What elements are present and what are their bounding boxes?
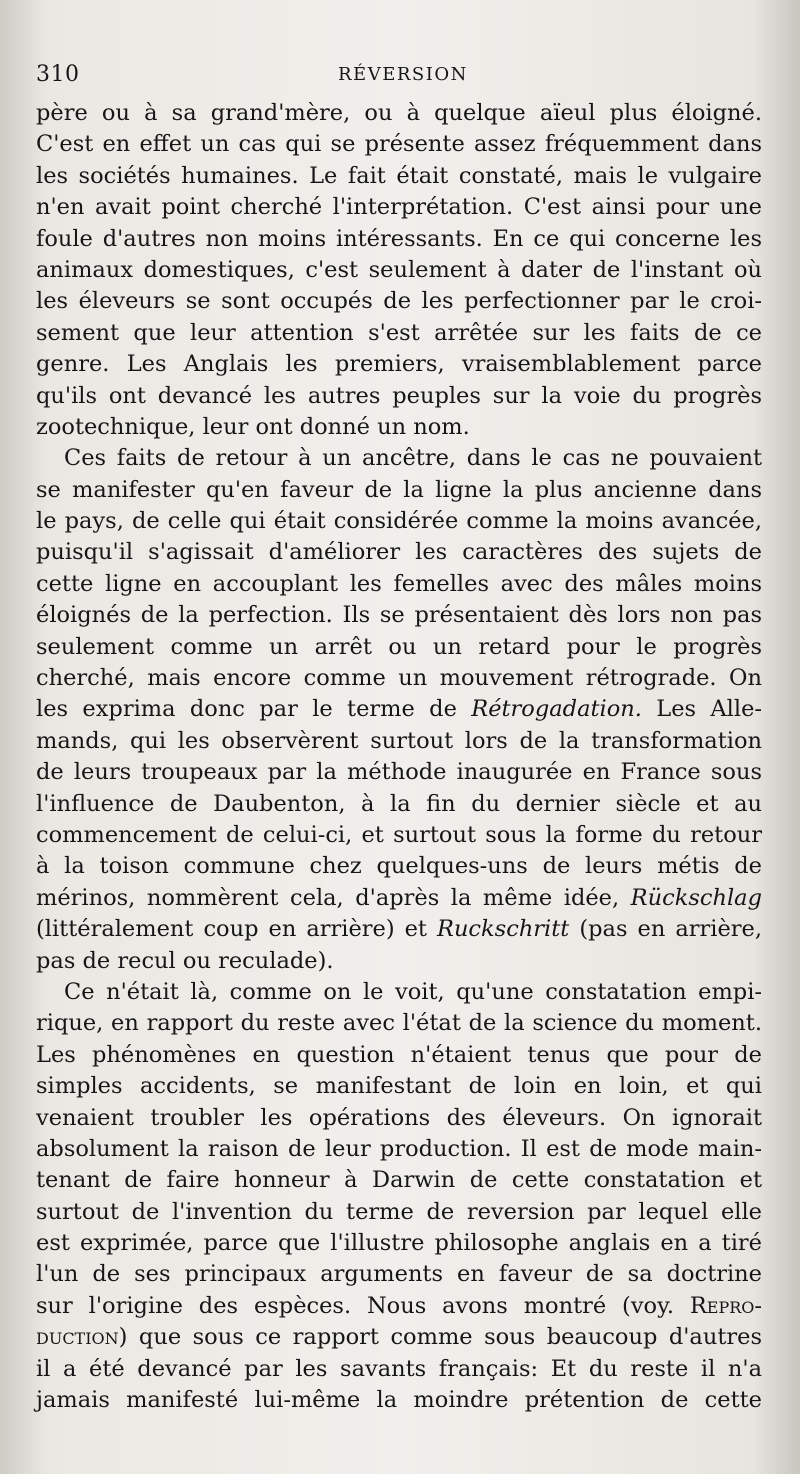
text-line: simples accidents, se manifestant de loin en loin, et qui [36, 1073, 762, 1100]
italic-term: Rétrogadation. [471, 696, 642, 723]
text-line: l'influence de Daubenton, à la fin du dernier siècle et au [36, 790, 762, 817]
text-line: cette ligne en accouplant les femelles avec des mâles moins [36, 570, 762, 597]
cross-reference: Repro- [689, 1292, 763, 1319]
text-line: seulement comme un arrêt ou un retard pour le progrès [36, 633, 762, 660]
text-line: venaient troubler les opérations des éleveurs. On ignorait [36, 1104, 762, 1131]
text-line-with-cross-reference [36, 1322, 762, 1353]
text-line: rique, en rapport du reste avec l'état de la science du moment. [36, 1010, 762, 1037]
paragraph-start-line: Ces faits de retour à un ancêtre, dans le cas ne pouvaient [64, 445, 762, 472]
body-text [36, 98, 762, 1416]
text-line: jamais manifesté lui-même la moindre prétention de cette [36, 1387, 762, 1414]
text-line: puisqu'il s'agissait d'améliorer les caractères des sujets de [36, 539, 762, 566]
text-line: genre. Les Anglais les premiers, vraisemblablement parce [36, 351, 762, 378]
text-line: cherché, mais encore comme un mouvement rétrograde. On [36, 665, 762, 692]
text-line: tenant de faire honneur à Darwin de cette constatation et [36, 1167, 762, 1194]
text-line: père ou à sa grand'mère, ou à quelque aïeul plus éloigné. [36, 100, 762, 126]
cross-reference: duction [36, 1324, 119, 1351]
running-title: RÉVERSION [338, 64, 468, 85]
text-line: surtout de l'invention du terme de reversion par lequel elle [36, 1198, 762, 1225]
line-segment: les exprima donc par le terme de [36, 696, 457, 723]
text-line: qu'ils ont devancé les autres peuples sur la voie du progrès [36, 382, 762, 409]
page-number: 310 [36, 62, 80, 87]
text-line: n'en avait point cherché l'interprétation. C'est ainsi pour une [36, 194, 762, 221]
italic-term: Rückschlag [630, 884, 762, 911]
text-line: foule d'autres non moins intéressants. En ce qui concerne les [36, 225, 762, 252]
line-segment: sur l'origine des espèces. Nous avons montré (voy. [36, 1292, 674, 1319]
running-head [36, 62, 756, 92]
line-segment: ) que sous ce rapport comme sous beaucoup d'autres [118, 1324, 762, 1351]
line-segment: Les Alle- [656, 696, 762, 723]
text-line: l'un de ses principaux arguments en faveur de sa doctrine [36, 1261, 762, 1288]
text-line: à la toison commune chez quelques-uns de leurs métis de [36, 853, 762, 880]
line-segment: mérinos, nommèrent cela, d'après la même idée, [36, 884, 620, 911]
paragraph-end-line: pas de recul ou reculade). [36, 947, 334, 974]
text-line: éloignés de la perfection. Ils se présentaient dès lors non pas [36, 602, 762, 629]
text-line-with-cross-reference [36, 1291, 762, 1322]
text-line: C'est en effet un cas qui se présente assez fréquemment dans [36, 131, 762, 158]
text-line: animaux domestiques, c'est seulement à dater de l'instant où [36, 256, 762, 283]
line-segment: (littéralement coup en arrière) et [36, 916, 427, 943]
text-line: absolument la raison de leur production. Il est de mode main- [36, 1135, 762, 1162]
line-segment: (pas en arrière, [579, 916, 762, 943]
text-line: les sociétés humaines. Le fait était constaté, mais le vulgaire [36, 162, 762, 189]
text-line: est exprimée, parce que l'illustre philosophe anglais en a tiré [36, 1230, 762, 1257]
text-line: les éleveurs se sont occupés de les perfectionner par le croi- [36, 288, 762, 315]
text-line: Les phénomènes en question n'étaient tenus que pour de [36, 1041, 762, 1068]
paragraph-start-line: Ce n'était là, comme on le voit, qu'une constatation empi- [64, 978, 762, 1005]
text-line-with-italic-term [36, 694, 762, 725]
paragraph-end-line: zootechnique, leur ont donné un nom. [36, 413, 470, 440]
text-line: mands, qui les observèrent surtout lors de la transformation [36, 727, 762, 754]
text-line: se manifester qu'en faveur de la ligne la plus ancienne dans [36, 476, 762, 503]
text-line: commencement de celui-ci, et surtout sous la forme du retour [36, 821, 762, 848]
italic-term: Ruckschritt [437, 916, 570, 943]
text-line-with-italic-term [36, 914, 762, 945]
text-line: il a été devancé par les savants français: Et du reste il n'a [36, 1355, 762, 1382]
text-line: le pays, de celle qui était considérée comme la moins avancée, [36, 508, 762, 535]
text-line: sement que leur attention s'est arrêtée sur les faits de ce [36, 319, 762, 346]
text-line: de leurs troupeaux par la méthode inaugurée en France sous [36, 759, 762, 786]
text-line-with-italic-term [36, 883, 762, 914]
